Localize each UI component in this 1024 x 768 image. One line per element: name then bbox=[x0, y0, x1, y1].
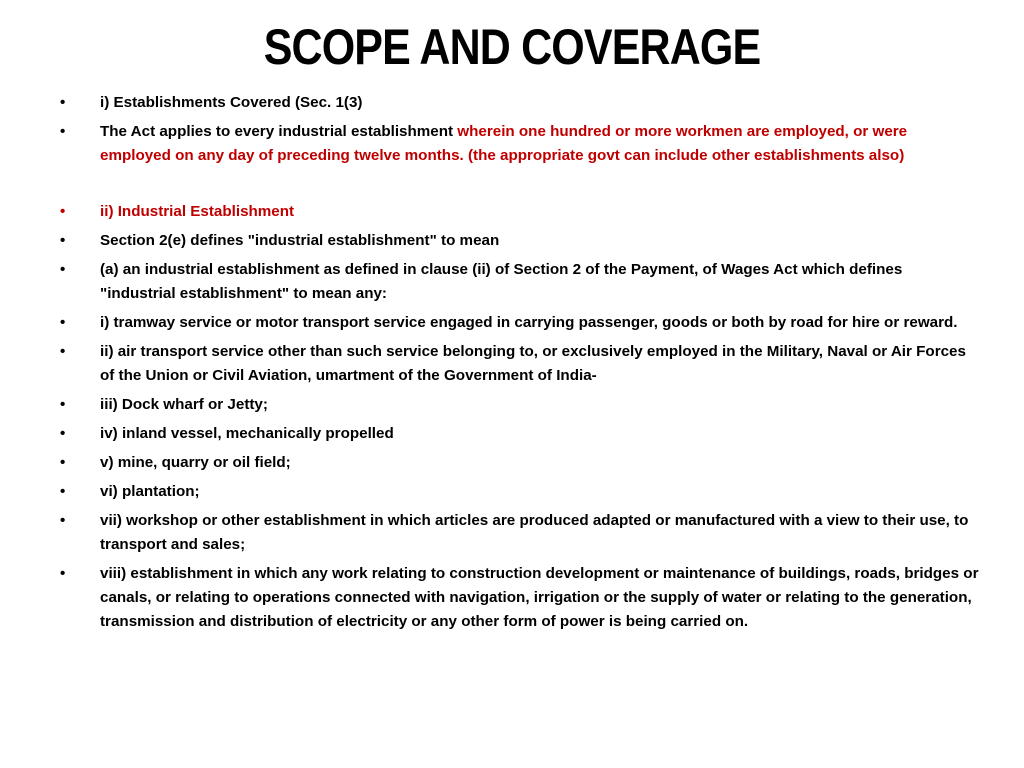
bullet-text: ii) air transport service other than such service belonging to, or exclusively employed in the Military, Naval or Air Forces of the Union or Civil Aviation, umartment of the Government of India- bbox=[100, 343, 966, 384]
bullet-item bbox=[60, 393, 980, 417]
bullet-item bbox=[60, 258, 980, 306]
bullet-text: ii) Industrial Establishment bbox=[100, 203, 295, 220]
bullet-dot-icon: • bbox=[60, 123, 66, 140]
bullet-text: i) Establishments Covered (Sec. 1(3) bbox=[100, 94, 363, 111]
bullet-text: viii) establishment in which any work relating to construction development or maintenance of buildings, roads, bridges or canals, or relating to operations connected with navigation, irrigation or the supply of water or relating to the generation, transmission and distribution of electricity or any other form of power is being carried on. bbox=[100, 565, 979, 630]
bullet-text: v) mine, quarry or oil field; bbox=[100, 454, 291, 471]
bullet-dot-icon: • bbox=[60, 454, 66, 471]
bullet-item bbox=[60, 340, 980, 388]
bullet-dot-icon: • bbox=[60, 425, 66, 442]
bullet-item bbox=[60, 451, 980, 475]
bullet-text: vi) plantation; bbox=[100, 483, 200, 500]
bullet-text: Section 2(e) defines "industrial establishment" to mean bbox=[100, 232, 500, 249]
bullet-item bbox=[60, 200, 980, 224]
bullet-text: (a) an industrial establishment as defined in clause (ii) of Section 2 of the Payment, of Wages Act which defines "industrial establishment" to mean any: bbox=[100, 261, 903, 302]
bullet-dot-icon: • bbox=[60, 232, 66, 249]
bullet-dot-icon: • bbox=[60, 343, 66, 360]
bullet-dot-icon: • bbox=[60, 94, 66, 111]
bullet-item bbox=[60, 562, 980, 634]
bullet-item bbox=[60, 91, 980, 115]
bullet-item bbox=[60, 311, 980, 335]
bullet-text: i) tramway service or motor transport service engaged in carrying passenger, goods or both by road for hire or reward. bbox=[100, 314, 958, 331]
bullet-text: iv) inland vessel, mechanically propelled bbox=[100, 425, 394, 442]
bullet-item bbox=[60, 229, 980, 253]
bullet-text: iii) Dock wharf or Jetty; bbox=[100, 396, 268, 413]
bullet-highlight-text: wherein one hundred or more workmen are employed, or were employed on any day of preceding twelve months. (the appropriate govt can include other establishments also) bbox=[100, 123, 908, 164]
bullet-dot-icon: • bbox=[60, 396, 66, 413]
bullet-dot-icon: • bbox=[60, 483, 66, 500]
bullet-dot-icon: • bbox=[60, 512, 66, 529]
bullet-dot-icon: • bbox=[60, 314, 66, 331]
spacer bbox=[60, 173, 980, 200]
bullet-dot-icon: • bbox=[60, 203, 66, 220]
bullet-text: vii) workshop or other establishment in which articles are produced adapted or manufactured with a view to their use, to transport and sales; bbox=[100, 512, 969, 553]
bullet-item bbox=[60, 120, 980, 168]
bullet-dot-icon: • bbox=[60, 565, 66, 582]
bullet-item bbox=[60, 480, 980, 504]
bullet-item bbox=[60, 509, 980, 557]
bullet-dot-icon: • bbox=[60, 261, 66, 278]
bullet-text: The Act applies to every industrial establishment bbox=[100, 123, 458, 140]
bullet-item bbox=[60, 422, 980, 446]
slide-title: SCOPE AND COVERAGE bbox=[263, 19, 761, 75]
bullet-list bbox=[60, 91, 980, 639]
